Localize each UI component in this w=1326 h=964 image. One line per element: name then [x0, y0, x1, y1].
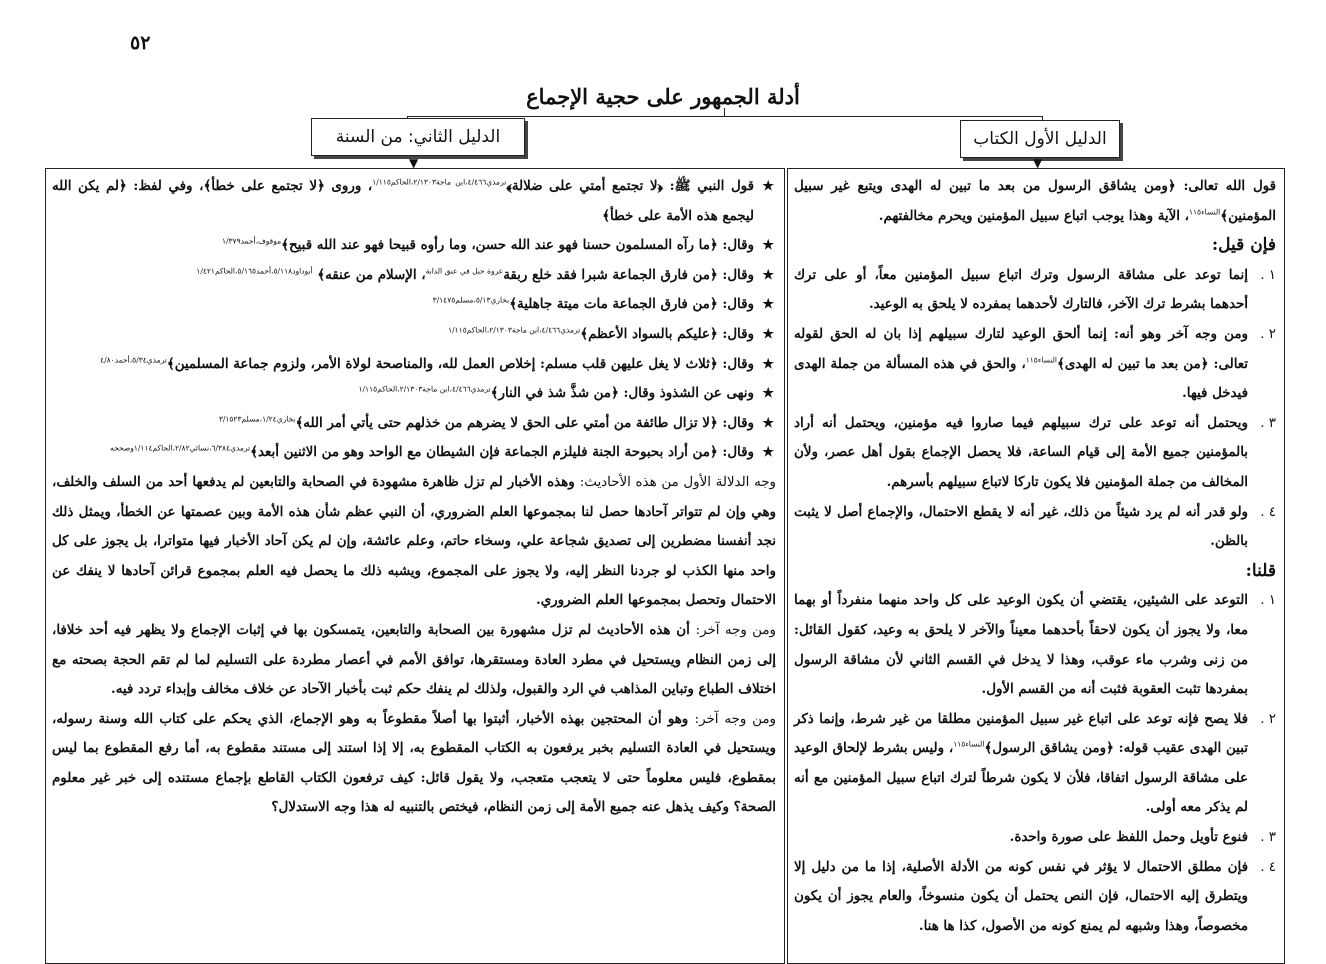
objection-label: فإن قيل:: [1211, 235, 1276, 256]
list-item: ★ قول النبي ﷺ: ﴿لا تجتمع أمتي على ضلالة﴾$^{ترمذي٤/٤٦٦،ابن ماجة٢/١٣٠٣،الحاكم١/١١٥}$، وروى ﴿لا تجتمع على خطأ﴾، وفي لفظ: ﴿لم يكن الله ليجمع هذه الأمة على خطأ﴾: [52, 172, 776, 231]
bracket-line: [407, 116, 1043, 117]
list-item: ٣ . فنوع تأويل وحمل اللفظ على صورة واحدة.: [1009, 829, 1276, 846]
list-item: ★ وقال: ﴿ما رآه المسلمون حسنا فهو عند الله حسن، وما رأوه قبيحا فهو عند الله قبيح﴾$^{موقوف،أحمد١/٣٧٩}$: [52, 231, 776, 261]
argument-paragraph: ومن وجه آخر: أن هذه الأحاديث لم تزل مشهورة بين الصحابة والتابعين، يتمسكون بها في إثبات الإجماع ولا يظهر فيه أحد خلافا، إلى زمن النظام ويستحيل في مطرد العادة ومستقرها، توافق الأمم في أعصار مطردة على التسليم لما لم تقم الحجة بصحته مع اختلاف الطباع وتباين المذاهب في الرد والقبول، ولذلك لم ينفك حكم ثبت بأخبار الآحاد عن خلاف مخالف وإبداء تردد فيه.: [52, 621, 776, 698]
list-item: ★ وقال: ﴿عليكم بالسواد الأعظم﴾$^{ترمذي٤/٤٦٦،ابن ماجة٢/١٣٠٣،الحاكم١/١١٥}$: [52, 320, 776, 350]
page-number: ٥٢: [130, 32, 151, 54]
list-item: ١ . التوعد على الشيئين، يقتضي أن يكون الوعيد على كل واحد منهما منفرداً أو بهما معا، ولا يجوز أن يكون لاحقاً بأحدهما معيناً والآخر لا يلحق به وعيد، كقول القائل: من زنى وشرب ماء عوقب، وهذا لا يدخل في القسم الثاني لأن مشاقة الرسول بمفردها تثبت العقوبة فثبت أنه من القسم الأول.: [794, 592, 1276, 698]
list-item: ★ وقال: ﴿من فارق الجماعة مات ميتة جاهلية﴾$^{بخاري٥/١٣،مسلم٣/١٤٧٥}$: [52, 290, 776, 320]
objection-list: [794, 261, 1276, 557]
star-icon: ★: [762, 326, 774, 342]
list-item: ٤ . فإن مطلق الاحتمال لا يؤثر في نفس كونه من الأدلة الأصلية، إذا ما من دليل إلا ويتطرق إليه الاحتمال، فإن النص يحتمل أن يكون منسوخاً، والعام يجوز أن يكون مخصوصاً، وهذا وشبهه لم يمنع كونه من الأصول، كذا ها هنا.: [794, 858, 1276, 934]
argument-paragraph: وجه الدلالة الأول من هذه الأحاديث: وهذه الأخبار لم تزل ظاهرة مشهودة في الصحابة والتابعين لم يدفعها أحد من السلف والخلف، وهي وإن لم تتواتر آحادها حصل لنا بمجموعها العلم الضروري، أن النبي عظم شأن هذه الأمة وبين عصمتها عن الخطأ، ويمثل ذلك نجد أنفسنا مضطرين إلى تصديق شجاعة علي، وسخاء حاتم، وعلم عائشة، وإن لم يكن آحاد الأخبار فيها متواترا، بل يجوز على كل واحد منها الكذب لو جردنا النظر إليه، ولا يجوز على المجموع، ويشبه ذلك ما يحصل فيه العلم بمجموع قرائن آحادها لا ينفك عن الاحتمال وتحصل بمجموعها العلم الضروري.: [52, 473, 776, 609]
star-icon: ★: [762, 356, 774, 372]
list-item: ★ ونهى عن الشذوذ وقال: ﴿من شذَّ شذ في النار﴾$^{ترمذي٤/٤٦٦،ابن ماجة٢/١٣٠٣،الحاكم١/١١٥}$: [52, 379, 776, 409]
down-arrow-icon: ▼: [409, 156, 419, 170]
list-item: ٢ . ومن وجه آخر وهو أنه: إنما ألحق الوعيد لتارك سبيلهم إذا بان له الحق لقوله تعالى: ﴿من بعد ما تبين له الهدى﴾$^{النساء١١٥}$، والحق في هذه المسألة من جملة الهدى فيدخل فيها.: [794, 325, 1276, 402]
reply-label: قلنا:: [1245, 560, 1276, 581]
down-arrow-icon: ▼: [1033, 156, 1043, 170]
first-proof-column: [787, 168, 1285, 964]
list-item: ★ وقال: ﴿لا تزال طائفة من أمتي على الحق لا يضرهم من خذلهم حتى يأتي أمر الله﴾$^{بخاري١/٢٤،مسلم٣/١٥٢٣}$: [52, 409, 776, 439]
list-item: ٣ . ويحتمل أنه توعد على ترك سبيلهم فيما صاروا فيه مؤمنين، ويحتمل أنه أراد بالمؤمنين جميع الأمة إلى قيام الساعة، فلا يحصل الإجماع بقول أهل عصر، ولأن المخالف من جملة المؤمنين فلا يكون تاركا لاتباع سبيلهم بأسرهم.: [794, 414, 1276, 490]
list-item: ٢ . فلا يصح فإنه توعد على اتباع غير سبيل المؤمنين مطلقا من غير شرط، وإنما ذكر تبين الهدى عقيب قوله: ﴿ومن يشاقق الرسول﴾$^{النساء١١٥}$، وليس بشرط لإلحاق الوعيد على مشاقة الرسول اتفاقا، فلأن لا يكون شرطاً لترك اتباع سبيل المؤمنين مع أنه لم يذكر معه أولى.: [794, 710, 1276, 816]
second-proof-column: [45, 168, 785, 964]
list-item: ★ وقال: ﴿ثلاث لا يغل عليهن قلب مسلم: إخلاص العمل لله، والمناصحة لولاة الأمر، ولزوم جماعة المسلمين﴾$^{ترمذي٥/٣٤،أحمد٤/٨٠}$: [52, 350, 776, 380]
star-icon: ★: [762, 386, 774, 402]
page-title: أدلة الجمهور على حجية الإجماع: [526, 84, 800, 109]
star-icon: ★: [762, 267, 774, 283]
star-icon: ★: [762, 415, 774, 431]
reply-list: [794, 586, 1276, 941]
star-icon: ★: [762, 445, 774, 461]
star-icon: ★: [762, 297, 774, 313]
list-item: ١ . إنما توعد على مشاقة الرسول وترك اتباع سبيل المؤمنين معاً، أو على ترك أحدهما بشرط ترك الآخر، فالتارك لأحدهما بمفرده لا يلحق به الوعيد.: [794, 266, 1276, 313]
argument-paragraph: ومن وجه آخر: وهو أن المحتجين بهذه الأخبار، أثبتوا بها أصلاً مقطوعاً به وهو الإجماع، الذي يحكم على كتاب الله وسنة رسوله، ويستحيل في العادة التسليم بخبر يرفعون به الكتاب المقطوع به، إلا إذا استند إلى مستند مقطوع به، أما رفع المقطوع بما ليس بمقطوع، فليس معلوماً حتى لا يتعجب متعجب، ولا يقول قائل: كيف ترفعون الكتاب القاطع بإجماع مستنده إلى خبر غير معلوم الصحة؟ وكيف يذهل عنه جميع الأمة إلى زمن النظام، فيختص بالتنبيه له هذا وجه الاستدلال؟: [52, 710, 777, 816]
star-icon: ★: [762, 179, 774, 194]
star-icon: ★: [762, 238, 774, 254]
hadith-list: [52, 172, 776, 468]
quran-verse-paragraph: قول الله تعالى: ﴿ومن يشاقق الرسول من بعد ما تبين له الهدى ويتبع غير سبيل المؤمنين﴾$^{النساء١١٥}$، الآية وهذا يوجب اتباع سبيل المؤمنين ويحرم مخالفتهم.: [794, 178, 1276, 224]
first-proof-heading: الدليل الأول الكتاب: [960, 120, 1120, 158]
list-item: ★ وقال: ﴿من فارق الجماعة شبرا فقد خلع ربقة$^{عروة حبل في عنق الدابة}$، الإسلام من عنقه﴾ $^{أبوداود٥/١١٨،أحمد٥/١٦٥،الحاكم١/٤٢١}$: [52, 261, 776, 291]
list-item: ٤ . ولو قدر أنه لم يرد شيئاً من ذلك، غير أنه لا يقطع الاحتمال، والإجماع أصل لا يثبت بالظن.: [794, 503, 1276, 550]
second-proof-heading: الدليل الثاني: من السنة: [311, 118, 525, 156]
list-item: ★ وقال: ﴿من أراد بحبوحة الجنة فليلزم الجماعة فإن الشيطان مع الواحد وهو من الاثنين أبعد﴾$^{ترمذي٦/٣٨٤،نسائي٢/٨٢،الحاكم١/١١٤وصححه}$: [52, 438, 776, 468]
